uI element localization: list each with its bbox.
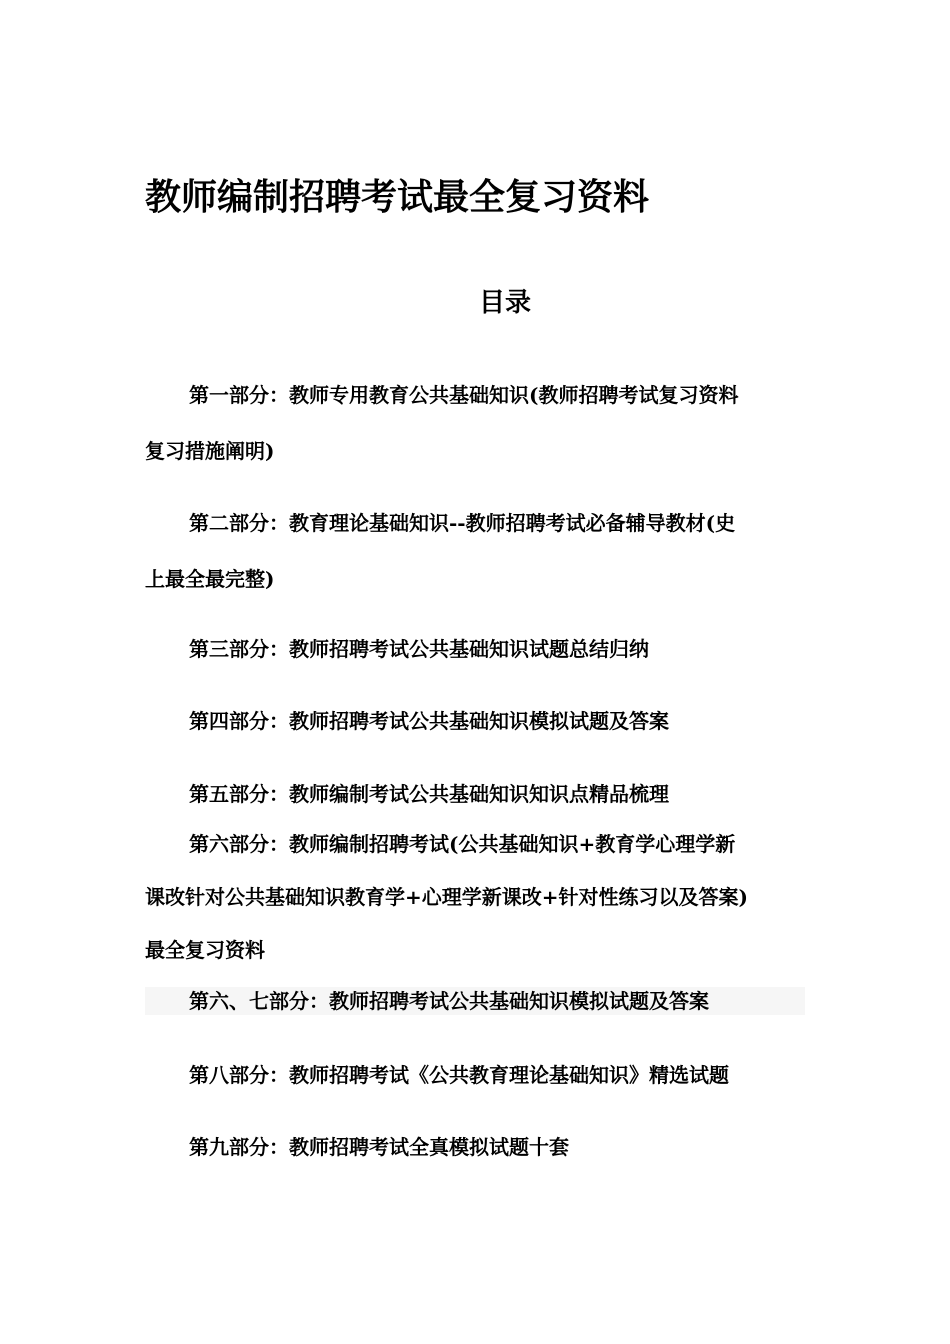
toc-entry-part-5[interactable] <box>145 780 810 836</box>
toc-entry-line: 第二部分：教育理论基础知识--教师招聘考试必备辅导教材(史 <box>189 511 736 535</box>
toc-entry-line: 第四部分：教师招聘考试公共基础知识模拟试题及答案 <box>189 709 669 733</box>
toc-entry-part-4[interactable] <box>145 707 810 763</box>
toc-entry-part-2[interactable] <box>145 509 810 621</box>
toc-entry-part-6-7[interactable] <box>145 987 805 1015</box>
toc-entry-line: 第三部分：教师招聘考试公共基础知识试题总结归纳 <box>189 637 649 661</box>
toc-entry-line: 课改针对公共基础知识教育学+心理学新课改+针对性练习以及答案) <box>145 885 748 909</box>
document-title: 教师编制招聘考试最全复习资料 <box>145 176 650 218</box>
toc-entry-part-9[interactable] <box>145 1133 810 1189</box>
toc-entry-part-8[interactable] <box>145 1061 810 1117</box>
toc-entry-line: 上最全最完整) <box>145 567 275 591</box>
toc-entry-line: 第六、七部分：教师招聘考试公共基础知识模拟试题及答案 <box>189 989 709 1013</box>
toc-entry-part-3[interactable] <box>145 635 810 691</box>
toc-entry-part-6[interactable] <box>145 830 810 964</box>
toc-entry-line: 第五部分：教师编制考试公共基础知识知识点精品梳理 <box>189 782 669 806</box>
toc-entry-line: 第八部分：教师招聘考试《公共教育理论基础知识》精选试题 <box>189 1063 729 1087</box>
toc-entry-line: 第一部分：教师专用教育公共基础知识(教师招聘考试复习资料 <box>189 383 739 407</box>
toc-entry-line: 复习措施阐明) <box>145 439 275 463</box>
toc-entry-line: 第九部分：教师招聘考试全真模拟试题十套 <box>189 1135 569 1159</box>
toc-entry-line: 第六部分：教师编制招聘考试(公共基础知识+教育学心理学新 <box>189 832 736 856</box>
toc-entry-part-1[interactable] <box>145 381 810 493</box>
toc-heading: 目录 <box>478 288 531 318</box>
toc-entry-line: 最全复习资料 <box>145 938 265 962</box>
